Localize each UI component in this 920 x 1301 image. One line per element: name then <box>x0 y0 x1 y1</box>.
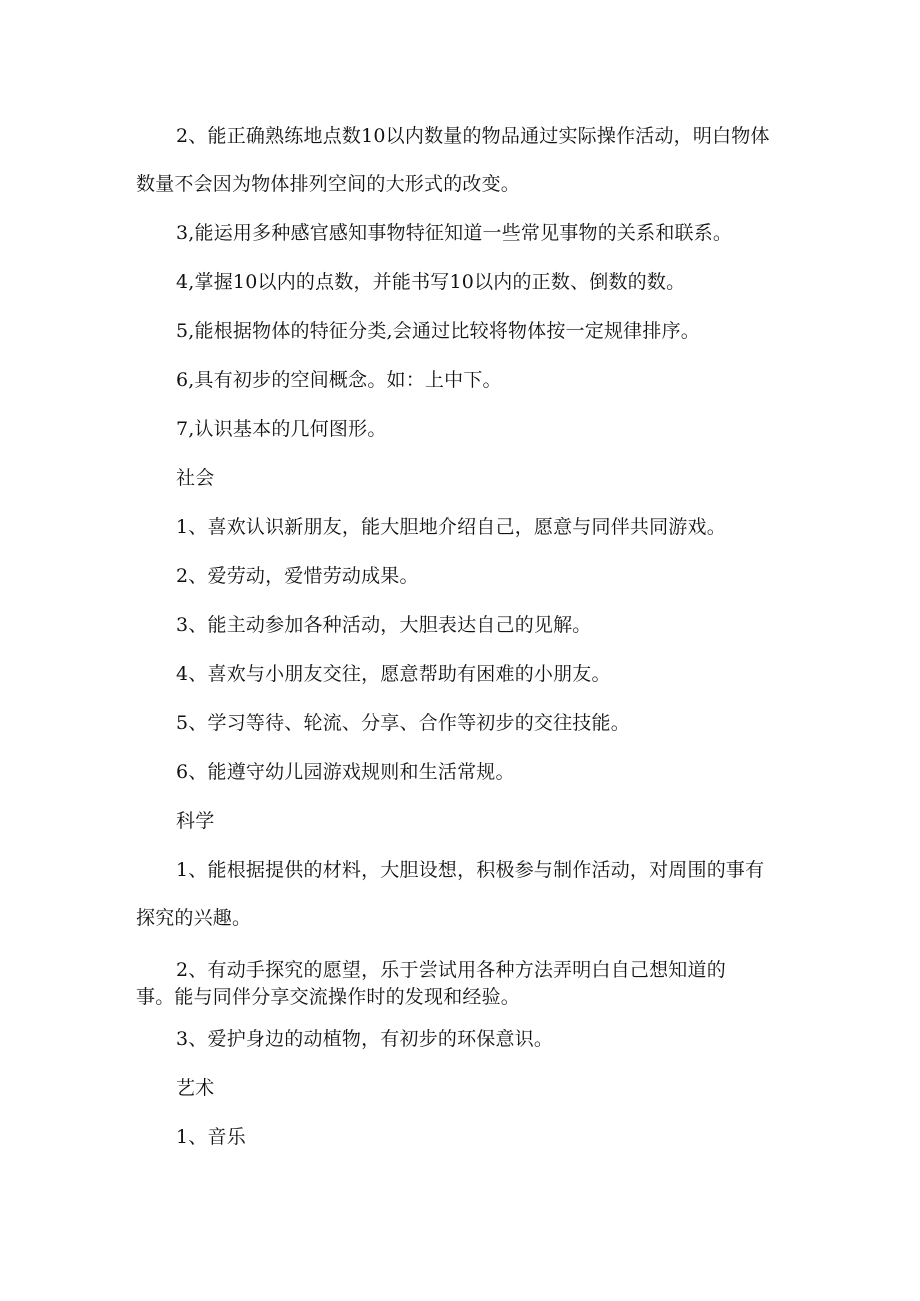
math-goal-2-line-2: 数量不会因为物体排列空间的大形式的改变。 <box>136 173 521 195</box>
social-goal-4: 4、喜欢与小朋友交往，愿意帮助有困难的小朋友。 <box>176 663 611 685</box>
math-goal-3: 3,能运用多种感官感知事物特征知道一些常见事物的关系和联系。 <box>176 222 733 244</box>
section-heading-science: 科学 <box>176 810 215 832</box>
science-goal-2-line-1: 2、有动手探究的愿望，乐于尝试用各种方法弄明白自己想知道的 <box>176 959 726 981</box>
social-goal-1: 1、喜欢认识新朋友，能大胆地介绍自己，愿意与同伴共同游戏。 <box>176 516 726 538</box>
science-goal-1-line-1: 1、能根据提供的材料，大胆设想，积极参与制作活动，对周围的事有 <box>176 859 765 881</box>
science-goal-1-line-2: 探究的兴趣。 <box>136 907 252 929</box>
art-subheading-music: 1、音乐 <box>176 1126 246 1148</box>
math-goal-4: 4,掌握10以内的点数，并能书写10以内的正数、倒数的数。 <box>176 271 686 293</box>
science-goal-2-line-2: 事。能与同伴分享交流操作时的发现和经验。 <box>136 986 521 1008</box>
social-goal-3: 3、能主动参加各种活动，大胆表达自己的见解。 <box>176 614 592 636</box>
math-goal-7: 7,认识基本的几何图形。 <box>176 418 387 440</box>
social-goal-6: 6、能遵守幼儿园游戏规则和生活常规。 <box>176 761 515 783</box>
math-goal-2-line-1: 2、能正确熟练地点数10以内数量的物品通过实际操作活动，明白物体 <box>176 125 770 147</box>
section-heading-art: 艺术 <box>176 1077 215 1099</box>
social-goal-2: 2、爱劳动，爱惜劳动成果。 <box>176 565 419 587</box>
math-goal-6: 6,具有初步的空间概念。如：上中下。 <box>176 369 502 391</box>
math-goal-5: 5,能根据物体的特征分类,会通过比较将物体按一定规律排序。 <box>176 320 700 342</box>
section-heading-social: 社会 <box>176 467 215 489</box>
science-goal-3: 3、爱护身边的动植物，有初步的环保意识。 <box>176 1028 554 1050</box>
social-goal-5: 5、学习等待、轮流、分享、合作等初步的交往技能。 <box>176 712 630 734</box>
